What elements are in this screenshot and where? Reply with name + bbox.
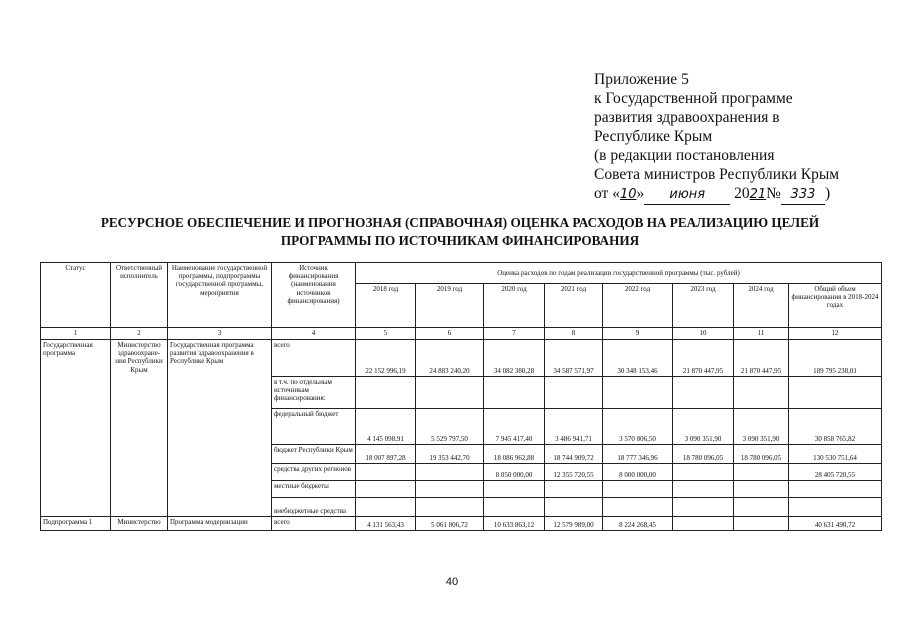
subprogram-executor: Министерство (111, 517, 168, 531)
subprogram-status: Подпрограмма 1 (41, 517, 111, 531)
value-cell (734, 481, 789, 498)
value-cell: 189 795 238,01 (789, 340, 882, 377)
header-estimate: Оценка расходов по годам реализации государственной программы (тыс. рублей) (356, 263, 882, 284)
value-cell: 18 780 096,05 (734, 445, 789, 464)
column-number: 5 (356, 328, 416, 340)
value-cell: 34 587 571,97 (545, 340, 603, 377)
page-number: 40 (445, 576, 459, 588)
date-mid: » (636, 185, 645, 202)
date-year-prefix: 20 (734, 185, 750, 202)
source-cell: всего (272, 340, 356, 377)
value-cell: 21 870 447,95 (734, 340, 789, 377)
value-cell: 3 486 941,71 (545, 409, 603, 445)
value-cell (356, 377, 416, 409)
value-cell (673, 377, 734, 409)
column-number: 12 (789, 328, 882, 340)
appendix-line: Республике Крым (594, 128, 713, 145)
header-year: 2022 год (603, 284, 673, 328)
value-cell (356, 464, 416, 481)
value-cell: 19 353 442,70 (416, 445, 484, 464)
appendix-line: (в редакции постановления (594, 147, 775, 164)
value-cell: 22 152 996,19 (356, 340, 416, 377)
header-year: 2018 год (356, 284, 416, 328)
value-cell (603, 481, 673, 498)
column-number: 3 (168, 328, 272, 340)
header-row (41, 263, 882, 284)
value-cell: 28 405 720,55 (789, 464, 882, 481)
value-cell (673, 498, 734, 517)
table-row (41, 340, 882, 377)
source-cell: средства других регионов (272, 464, 356, 481)
value-cell: 34 082 380,28 (484, 340, 545, 377)
value-cell: 12 579 989,00 (545, 517, 603, 531)
subprogram-name: Программа модернизации (168, 517, 272, 531)
source-cell: внебюджетные средства (272, 498, 356, 517)
header-name: Наименование государственной программы, подпрограммы государственной программы, мероприятия (168, 263, 272, 328)
value-cell: 3 090 351,90 (673, 409, 734, 445)
header-executor: Ответственный исполнитель (111, 263, 168, 328)
source-cell: бюджет Республики Крым (272, 445, 356, 464)
value-cell (416, 498, 484, 517)
value-cell: 18 007 897,28 (356, 445, 416, 464)
header-year: 2019 год (416, 284, 484, 328)
column-number-row (41, 328, 882, 340)
column-number: 8 (545, 328, 603, 340)
financing-table (40, 262, 882, 531)
header-year: 2023 год (673, 284, 734, 328)
value-cell: 5 529 797,50 (416, 409, 484, 445)
header-source: Источник финансирования (наименования источников финансирования) (272, 263, 356, 328)
value-cell (734, 464, 789, 481)
value-cell: 4 131 563,43 (356, 517, 416, 531)
appendix-date-line (594, 184, 839, 205)
header-year: 2024 год (734, 284, 789, 328)
value-cell: 21 870 447,95 (673, 340, 734, 377)
value-cell: 30 858 765,82 (789, 409, 882, 445)
appendix-line: к Государственной программе (594, 90, 793, 107)
column-number: 7 (484, 328, 545, 340)
value-cell (734, 498, 789, 517)
value-cell: 8 000 000,00 (603, 464, 673, 481)
value-cell: 3 570 806,50 (603, 409, 673, 445)
value-cell (545, 377, 603, 409)
value-cell (416, 481, 484, 498)
number-sign: № (766, 185, 781, 202)
table-row (41, 517, 882, 531)
value-cell (734, 517, 789, 531)
value-cell: 24 883 240,20 (416, 340, 484, 377)
appendix-line: развития здравоохранения в (594, 109, 780, 126)
date-prefix: от « (594, 185, 620, 202)
title-line: РЕСУРСНОЕ ОБЕСПЕЧЕНИЕ И ПРОГНОЗНАЯ (СПРАВОЧНАЯ) ОЦЕНКА РАСХОДОВ НА РЕАЛИЗАЦИЮ ЦЕЛЕЙ (100, 215, 820, 230)
value-cell (356, 481, 416, 498)
column-number: 10 (673, 328, 734, 340)
value-cell (789, 377, 882, 409)
value-cell (484, 377, 545, 409)
value-cell (603, 498, 673, 517)
value-cell: 18 777 346,96 (603, 445, 673, 464)
document-title (60, 214, 860, 250)
value-cell (356, 498, 416, 517)
value-cell (673, 517, 734, 531)
header-year: 2020 год (484, 284, 545, 328)
value-cell: 4 145 098,91 (356, 409, 416, 445)
column-number: 4 (272, 328, 356, 340)
column-number: 6 (416, 328, 484, 340)
value-cell (789, 481, 882, 498)
value-cell: 7 945 417,40 (484, 409, 545, 445)
header-status: Статус (41, 263, 111, 328)
date-day: 10 (619, 187, 637, 202)
source-cell: в т.ч. по отдельным источникам финансирования: (272, 377, 356, 409)
value-cell (673, 464, 734, 481)
value-cell (545, 498, 603, 517)
value-cell: 12 355 720,55 (545, 464, 603, 481)
header-total: Общий объем финансирования в 2018-2024 годах (789, 284, 882, 328)
value-cell (603, 377, 673, 409)
value-cell: 30 348 153,46 (603, 340, 673, 377)
program-status: Государственная программа (41, 340, 111, 517)
value-cell: 8 224 268,45 (603, 517, 673, 531)
value-cell (484, 498, 545, 517)
value-cell (416, 377, 484, 409)
program-executor: Министерство здравоохране-ния Республики Крым (111, 340, 168, 517)
value-cell: 18 780 096,05 (673, 445, 734, 464)
value-cell: 3 090 351,90 (734, 409, 789, 445)
value-cell: 18 086 962,88 (484, 445, 545, 464)
column-number: 2 (111, 328, 168, 340)
value-cell (416, 464, 484, 481)
value-cell (484, 481, 545, 498)
value-cell: 18 744 909,72 (545, 445, 603, 464)
date-close: ) (824, 185, 831, 202)
value-cell (789, 498, 882, 517)
appendix-line: Приложение 5 (594, 71, 689, 88)
date-month: июня (644, 185, 730, 205)
source-cell: федеральный бюджет (272, 409, 356, 445)
value-cell: 40 631 490,72 (789, 517, 882, 531)
column-number: 11 (734, 328, 789, 340)
value-cell (734, 377, 789, 409)
date-year: 21 (749, 187, 767, 202)
appendix-line: Совета министров Республики Крым (594, 166, 840, 183)
value-cell: 8 050 000,00 (484, 464, 545, 481)
value-cell: 5 061 806,72 (416, 517, 484, 531)
column-number: 9 (603, 328, 673, 340)
header-year: 2021 год (545, 284, 603, 328)
source-cell: всего (272, 517, 356, 531)
title-line: ПРОГРАММЫ ПО ИСТОЧНИКАМ ФИНАНСИРОВАНИЯ (280, 233, 640, 248)
column-number: 1 (41, 328, 111, 340)
document-number: 333 (781, 185, 825, 205)
value-cell: 10 633 863,12 (484, 517, 545, 531)
value-cell (673, 481, 734, 498)
program-name: Государственная программа развития здравоохранения в Республике Крым (168, 340, 272, 517)
source-cell: местные бюджеты (272, 481, 356, 498)
appendix-block (594, 70, 839, 205)
value-cell: 130 530 751,64 (789, 445, 882, 464)
value-cell (545, 481, 603, 498)
